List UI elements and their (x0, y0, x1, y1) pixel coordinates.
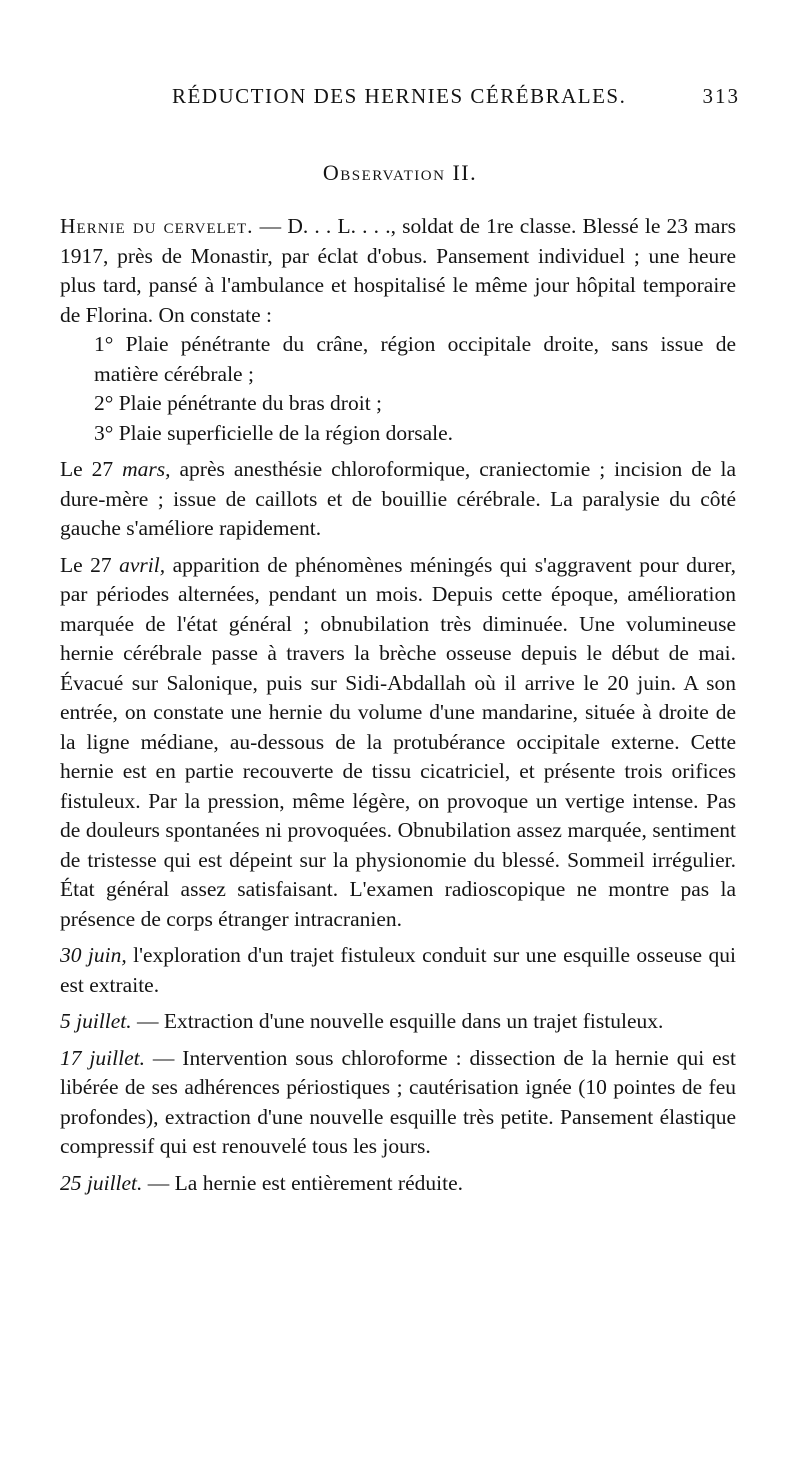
running-title: RÉDUCTION DES HERNIES CÉRÉBRALES. (172, 84, 627, 108)
dated-entry (60, 551, 736, 935)
entry-prefix: Le 27 (60, 457, 123, 481)
entry-date: avril, (119, 552, 166, 577)
entry-prefix: Le 27 (60, 552, 120, 577)
entry-text: l'exploration d'un trajet fistuleux conduit sur une esquille osseuse qui est extraite. (60, 943, 736, 997)
entry-text: apparition de phénomènes méningés qui s'aggravent pour durer, par périodes alternées, pendant un mois. Depuis cette époque, amélioration marquée de l'état général ; obnubilation très diminuée. Une volumineuse hernie cérébrale passe à travers la brèche osseuse depuis le début de mai. Évacué sur Salonique, puis sur Sidi-Abdallah où il arrive le 20 juin. A son entrée, on constate une hernie du volume d'une mandarine, située à droite de la ligne médiane, au-dessous de la protubérance occipitale externe. Cette hernie est en partie recouverte de tissu cicatriciel, et présente trois orifices fistuleux. Par la pression, même légère, on provoque un vertige intense. Pas de douleurs spontanées ni provoquées. Obnubilation assez marquée, sentiment de tristesse qui est dépeint sur la physionomie du blessé. Sommeil irrégulier. État général assez satisfaisant. L'examen radioscopique ne montre pas la présence de corps étranger intracranien. (60, 552, 736, 931)
entry-text: — La hernie est entièrement réduite. (142, 1170, 463, 1195)
case-lead-label: Hernie du cervelet. (60, 214, 254, 238)
entry-date: mars, (122, 457, 171, 481)
entry-date: 30 juin, (60, 943, 127, 967)
finding-item: 2° Plaie pénétrante du bras droit ; (94, 391, 383, 415)
entry-date: 5 juillet. (60, 1009, 132, 1033)
page-number: 313 (702, 84, 740, 108)
dated-entry (60, 1007, 736, 1037)
case-intro-paragraph (60, 212, 736, 330)
entry-text: après anesthésie chloroformique, craniectomie ; incision de la dure-mère ; issue de caillots et de bouillie cérébrale. La paralysie du côté gauche s'améliore rapidement. (60, 457, 736, 540)
observation-body (60, 212, 736, 1198)
dated-entry (60, 455, 736, 544)
entry-date: 17 juillet. (60, 1045, 145, 1070)
finding-item: 1° Plaie pénétrante du crâne, région occipitale droite, sans issue de matière cérébrale ; (94, 332, 736, 386)
entry-text: — Extraction d'une nouvelle esquille dans un trajet fistuleux. (131, 1009, 664, 1033)
section-heading: Observation II. (322, 160, 478, 185)
dated-entry (60, 1044, 736, 1162)
finding-item: 3° Plaie superficielle de la région dorsale. (94, 420, 454, 445)
dated-entry (60, 1169, 736, 1199)
dated-entry (60, 941, 736, 1000)
entry-text: — Intervention sous chloroforme : dissection de la hernie qui est libérée de ses adhérences périostiques ; cautérisation ignée (10 pointes de feu profondes), extraction d'une nouvelle esquille très petite. Pansement élastique compressif qui est renouvelé tous les jours. (60, 1045, 736, 1158)
entry-date: 25 juillet. (60, 1170, 143, 1195)
case-lead-text: — D. . . L. . . ., soldat de 1re classe. Blessé le 23 mars 1917, près de Monastir, par éclat d'obus. Pansement individuel ; une heure plus tard, pansé à l'ambulance et hospitalisé le même jour hôpital temporaire de Florina. On constate : (60, 214, 736, 327)
